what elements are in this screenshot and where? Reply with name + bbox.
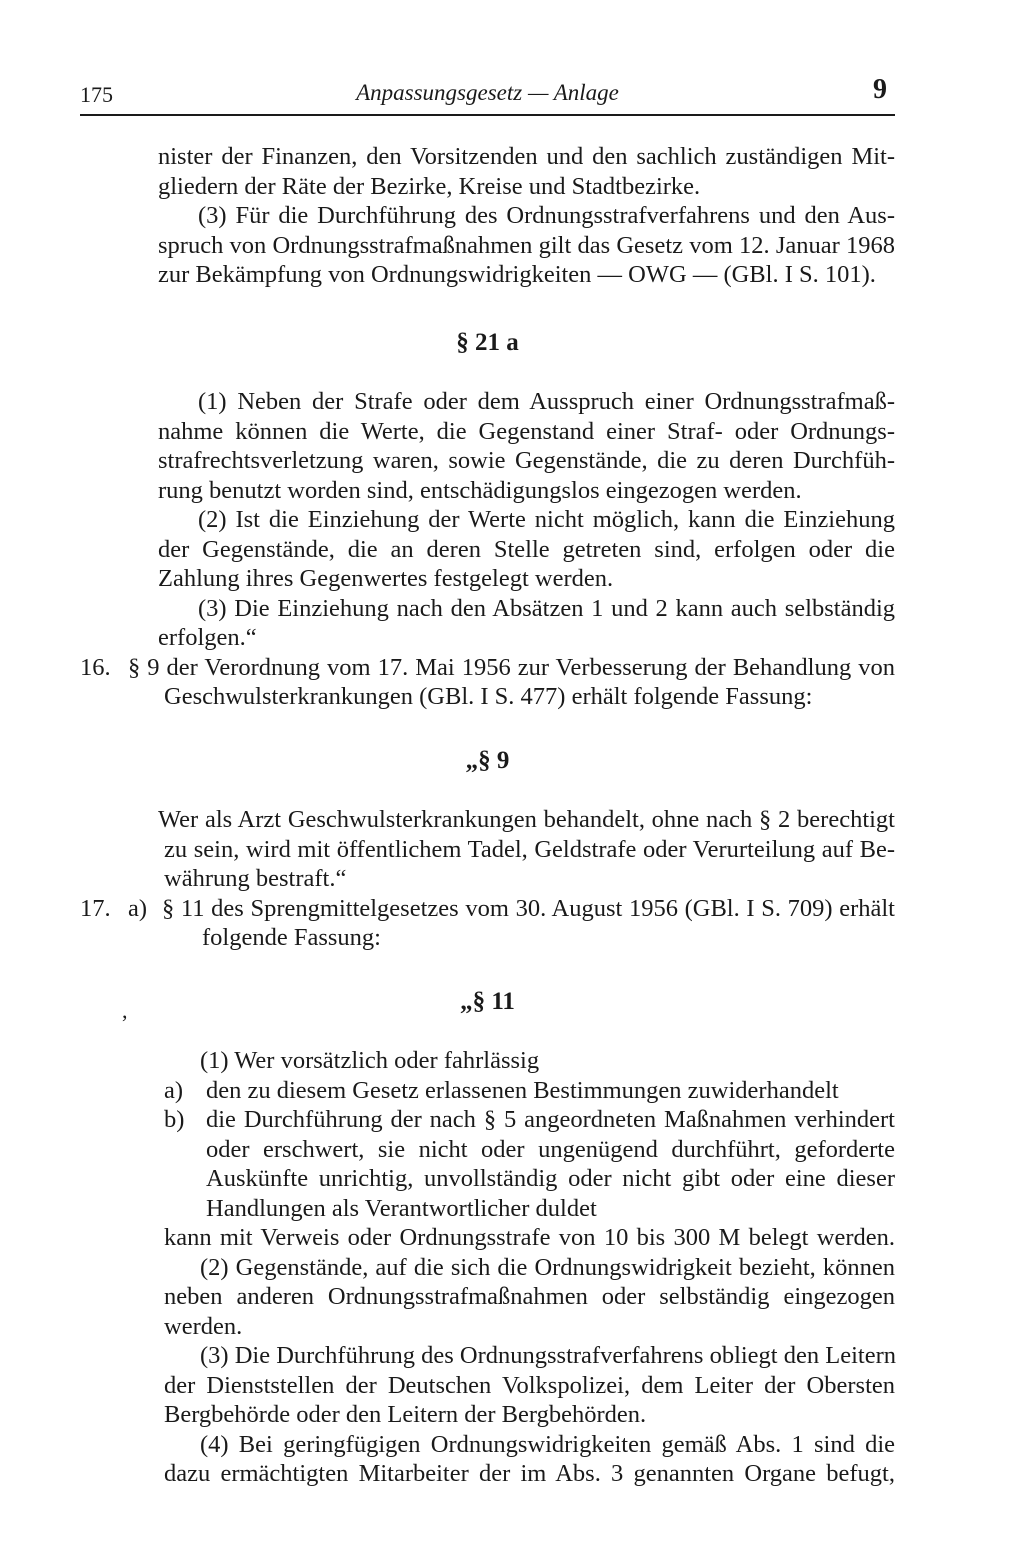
text-line: Zahlung ihres Gegenwertes festgelegt werden. [158,565,614,592]
text-line: der Dienststellen der Deutschen Volkspolizei, dem Leiter der Obersten [164,1371,895,1399]
text-line: (3) Die Durchführung des Ordnungsstrafverfahrens obliegt den Leitern [200,1342,896,1369]
running-title: Anpassungsgesetz — Anlage [356,80,619,105]
text-line: folgende Fassung: [202,924,381,951]
text-line: erfolgen.“ [158,624,257,651]
text-line: Auskünfte unrichtig, unvollständig oder nicht gibt oder eine dieser [206,1165,895,1192]
page-header [80,76,895,112]
text-line: Bergbehörde oder den Leitern der Bergbehörden. [164,1401,647,1428]
text-line: (3) Für die Durchführung des Ordnungsstrafverfahrens und den Aus- [198,202,895,229]
text-line: zur Bekämpfung von Ordnungswidrigkeiten — OWG — (GBl. I S. 101). [158,261,876,288]
sub-label: a) [128,894,148,922]
text-line: (3) Die Einziehung nach den Absätzen 1 und 2 kann auch selbständig [198,594,895,622]
text-line: oder erschwert, sie nicht oder ungenügend durchführt, geforderte [206,1135,895,1163]
text-line: die Durchführung der nach § 5 angeordneten Maßnahmen verhindert [206,1106,895,1133]
section-heading-9: „§ 9 [465,746,510,774]
text-line: (1) Neben der Strafe oder dem Ausspruch einer Ordnungsstrafmaß- [198,388,895,415]
text-line: kann mit Verweis oder Ordnungsstrafe von 10 bis 300 M belegt werden. [164,1224,895,1251]
text-line: Wer als Arzt Geschwulsterkrankungen behandelt, ohne nach § 2 berechtigt [158,806,895,833]
text-line: der Gegenstände, die an deren Stelle getreten sind, erfolgen oder die [158,535,895,563]
text-line: zu sein, wird mit öffentlichem Tadel, Geldstrafe oder Verurteilung auf Be- [164,835,895,863]
sub-label: a) [164,1076,184,1104]
text-line: (2) Ist die Einziehung der Werte nicht möglich, kann die Einziehung [198,506,895,533]
list-item-16 [80,653,895,683]
text-line: den zu diesem Gesetz erlassenen Bestimmungen zuwiderhandelt [206,1076,839,1104]
item-number: 17. [80,894,111,922]
section-heading-21a: § 21 a [456,328,519,356]
text-line: gliedern der Räte der Bezirke, Kreise und Stadtbezirke. [158,172,701,200]
text-line: Handlungen als Verantwortlicher duldet [206,1194,597,1222]
sub-label: b) [164,1106,185,1133]
text-line: (1) Wer vorsätzlich oder fahrlässig [200,1047,540,1074]
text-line: währung bestraft.“ [164,865,347,892]
text-line: (4) Bei geringfügigen Ordnungswidrigkeiten gemäß Abs. 1 sind die [200,1430,895,1458]
text-line: § 11 des Sprengmittelgesetzes vom 30. August 1956 (GBl. I S. 709) erhält [162,894,895,922]
section-heading-11: „§ 11 [460,987,515,1015]
text-line: dazu ermächtigten Mitarbeiter der im Abs. 3 genannten Organe befugt, [164,1460,895,1487]
text-line: spruch von Ordnungsstrafmaßnahmen gilt das Gesetz vom 12. Januar 1968 [158,231,895,259]
margin-mark: , [122,998,128,1023]
text-line: (2) Gegenstände, auf die sich die Ordnungswidrigkeit bezieht, können [200,1253,895,1281]
item-number: 16. [80,653,111,681]
text-line: strafrechtsverletzung waren, sowie Gegenstände, die zu deren Durchfüh- [158,447,895,474]
list-item-a [80,1076,895,1106]
list-item-17 [80,894,895,924]
text-line: nahme können die Werte, die Gegenstand einer Straf- oder Ordnungs- [158,417,895,445]
text-line: neben anderen Ordnungsstrafmaßnahmen oder selbständig eingezogen [164,1283,895,1310]
list-item-b [80,1105,895,1135]
document-body [80,142,895,1489]
text-line: Geschwulsterkrankungen (GBl. I S. 477) erhält folgende Fassung: [164,683,813,710]
text-line: rung benutzt worden sind, entschädigungslos eingezogen werden. [158,476,802,504]
text-line: § 9 der Verordnung vom 17. Mai 1956 zur Verbesserung der Behandlung von [128,653,895,681]
section-number: 9 [873,74,887,105]
page-number: 175 [80,82,113,107]
text-line: werden. [164,1312,243,1340]
header-rule [80,114,895,116]
text-line: nister der Finanzen, den Vorsitzenden und den sachlich zuständigen Mit- [158,143,895,170]
